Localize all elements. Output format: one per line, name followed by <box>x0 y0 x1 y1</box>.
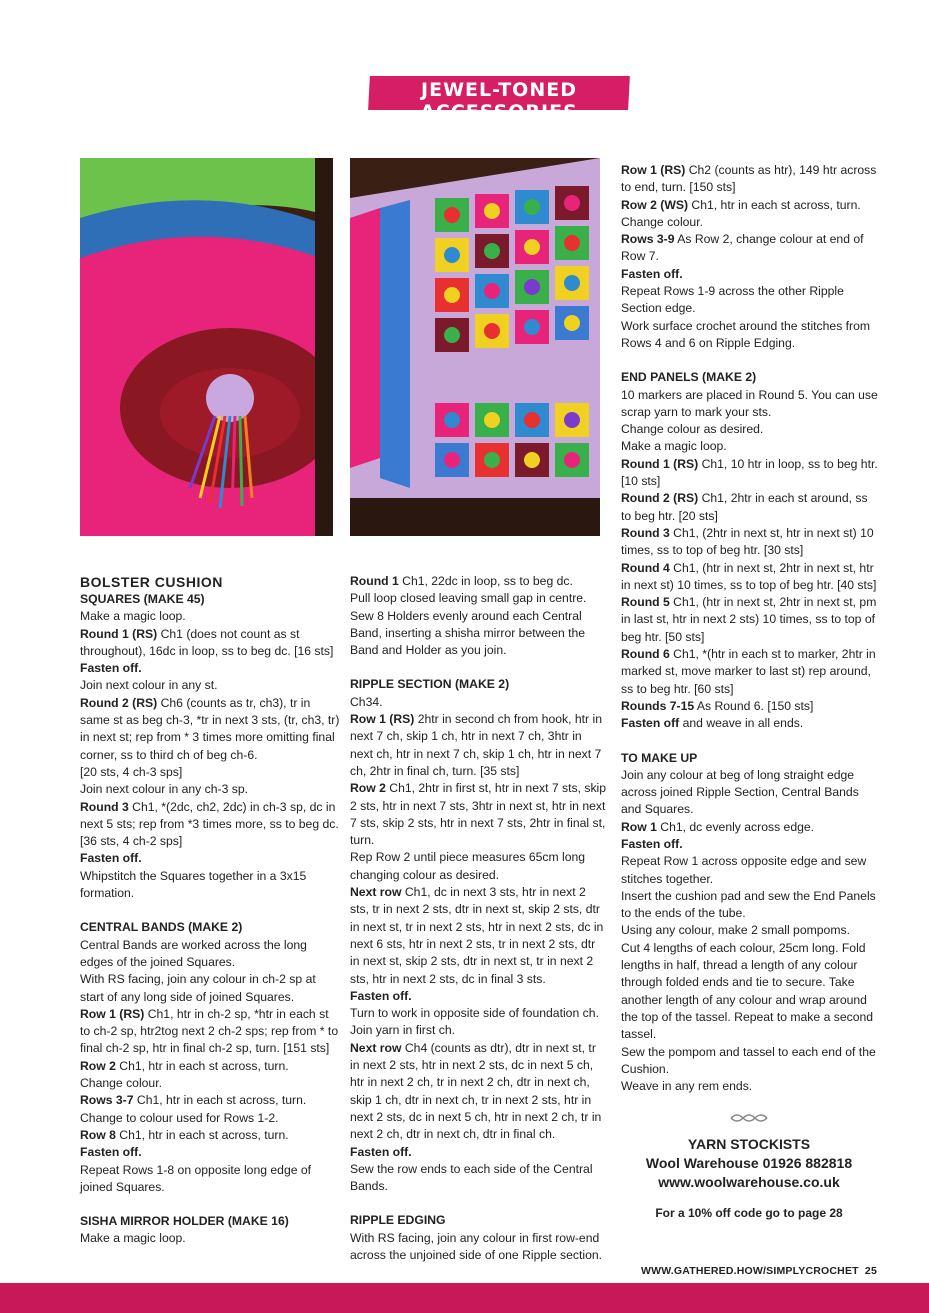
instruction-label: Round 1 (RS) <box>80 626 158 641</box>
section-heading: SQUARES (MAKE 45) <box>80 592 205 606</box>
instruction-label: Row 1 <box>621 819 657 834</box>
spacer <box>621 352 879 369</box>
instruction-line <box>621 646 879 698</box>
instruction-label: Row 8 <box>80 1127 116 1142</box>
instruction-text: Ch1, dc evenly across edge. <box>656 819 815 834</box>
instruction-text: Ch1, (htr in next st, 2htr in next st, htr in next st) 10 times, ss to top of beg htr. [40 sts] <box>621 560 877 592</box>
yarn-stockists <box>618 1112 880 1220</box>
instruction-line <box>621 490 879 525</box>
instruction-label: Round 4 <box>621 560 670 575</box>
section-heading: SISHA MIRROR HOLDER (MAKE 16) <box>80 1214 289 1229</box>
instruction-line: Join any colour at beg of long straight edge across joined Ripple Section, Central Bands and Squares. <box>621 767 859 817</box>
instruction-line: Central Bands are worked across the long edges of the joined Squares. <box>80 937 307 969</box>
instruction-text: Ch1, 2htr in first st, htr in next 7 sts, skip 2 sts, htr in next 7 sts, 3htr in next st, htr in next 7 sts, skip 2 sts, htr in next 7 sts, 2htr in final st, turn. <box>350 781 607 848</box>
instruction-text: Ch1, htr in ch-2 sp, *htr in each st to ch-2 sp, htr2tog next 2 ch-2 sps; rep from * to final ch-2 sp, htr in final ch-2 sp, turn. [151 sts] <box>80 1006 339 1056</box>
instruction-line: Change colour. <box>621 214 703 229</box>
cushion-end-photo <box>80 158 333 536</box>
section-heading: Fasten off. <box>350 1144 412 1159</box>
instruction-line: Using any colour, make 2 small pompoms. <box>621 923 850 938</box>
instruction-label: Round 1 (RS) <box>621 456 699 471</box>
instruction-line: With RS facing, join any colour in ch-2 sp at start of any long side of joined Squares. <box>80 972 316 1004</box>
instruction-line <box>350 1040 608 1144</box>
instruction-line <box>621 162 879 197</box>
instruction-label: Row 2 <box>80 1058 116 1073</box>
instruction-line: Pull loop closed leaving small gap in centre. <box>350 591 587 606</box>
instruction-line: Change colour. <box>80 1076 162 1091</box>
instruction-line: Sew the pompom and tassel to each end of the Cushion. <box>621 1044 876 1076</box>
instruction-line <box>350 711 608 780</box>
instruction-text: Ch1, 10 htr in loop, ss to beg htr. [10 sts] <box>621 456 878 489</box>
instruction-line <box>80 1127 340 1144</box>
column-right <box>621 162 879 1095</box>
stockists-heading: YARN STOCKISTS <box>687 1136 811 1152</box>
section-heading: TO MAKE UP <box>621 750 698 765</box>
instruction-line <box>80 626 340 661</box>
instruction-label: Round 3 <box>80 799 129 814</box>
instruction-text: Ch1, *(htr in each st to marker, 2htr in marked st, move marker to last st) rep around, ss to beg htr. [60 sts] <box>621 647 876 696</box>
instruction-line <box>350 884 608 988</box>
instruction-line: Ch34. <box>350 694 383 709</box>
instruction-text: Ch1 (does not count as st throughout), 16dc in loop, ss to beg dc. [16 sts] <box>80 626 334 658</box>
instruction-text: As Round 6. [150 sts] <box>694 698 814 713</box>
instruction-label: Row 1 (RS) <box>350 712 415 727</box>
instruction-line <box>621 560 879 595</box>
column-left <box>80 573 340 1248</box>
section-heading: Fasten off. <box>350 988 412 1003</box>
instruction-text: Ch1, htr in each st across, turn. <box>688 197 861 212</box>
instruction-label: Row 2 <box>350 781 386 796</box>
instruction-line: With RS facing, join any colour in first row-end across the unjoined side of one Ripple section. <box>350 1230 603 1262</box>
instruction-text: Ch1, *(2dc, ch2, 2dc) in ch-3 sp, dc in next 5 sts; rep from *3 times more, ss to beg dc. [36 sts, 4 ch-2 sps] <box>80 799 339 849</box>
spacer <box>350 659 608 676</box>
instruction-text: Ch4 (counts as dtr), dtr in next st, tr in next 2 sts, htr in next 2 sts, dc in next 5 ch, htr in next 2 ch, tr in next 2 ch, dtr in next ch, skip 1 ch, dtr in next ch, tr in next 2 sts, htr in next 2 sts, dc in next 5 ch, htr in next 2 ch, tr in next 2 ch, dtr in next ch, dtr in final ch. <box>350 1040 602 1142</box>
instruction-line: Change colour as desired. <box>621 422 764 437</box>
instruction-label: Row 1 (RS) <box>621 163 686 177</box>
instruction-line: Make a magic loop. <box>621 439 727 454</box>
instruction-label: Row 2 (WS) <box>621 197 689 212</box>
instruction-text: Ch1, (htr in next st, 2htr in next st, pm in last st, htr in next 2 sts) 10 times, ss to top of beg htr. [50 sts] <box>621 595 877 644</box>
instruction-line <box>80 1058 340 1075</box>
instruction-line <box>621 594 879 646</box>
instruction-label: Round 2 (RS) <box>621 491 699 506</box>
instruction-line: 10 markers are placed in Round 5. You can use scrap yarn to mark your sts. <box>621 387 878 419</box>
instruction-line <box>80 1092 340 1109</box>
spacer <box>621 733 879 750</box>
section-heading: CENTRAL BANDS (MAKE 2) <box>80 920 243 935</box>
footer-url <box>641 1265 877 1277</box>
instruction-text: 2htr in second ch from hook, htr in next 7 ch, skip 1 ch, htr in next 7 ch, 3htr in next ch, htr in next 7 ch, skip 1 ch, htr in next 7 ch, 2htr in final ch, turn. [35 sts] <box>350 712 602 778</box>
section-heading: RIPPLE SECTION (MAKE 2) <box>350 677 510 692</box>
instruction-text: Ch1, 2htr in each st around, ss to beg htr. [20 sts] <box>621 491 868 523</box>
instruction-label: Fasten off <box>621 716 680 731</box>
instruction-text: Ch1, 22dc in loop, ss to beg dc. <box>398 574 573 588</box>
instruction-line: Make a magic loop. <box>80 609 186 624</box>
instruction-line <box>621 525 879 560</box>
instruction-line: Repeat Row 1 across opposite edge and sew stitches together. <box>621 854 867 886</box>
instruction-line: Work surface crochet around the stitches from Rows 4 and 6 on Ripple Edging. <box>621 318 871 350</box>
instruction-label: Round 6 <box>621 647 670 662</box>
instruction-text: Ch1, htr in each st across, turn. <box>115 1127 289 1142</box>
instruction-line <box>350 780 608 849</box>
instruction-line: Sew the row ends to each side of the Central Bands. <box>350 1161 593 1194</box>
spacer <box>350 1195 608 1212</box>
page-number: 25 <box>864 1265 877 1277</box>
instruction-label: Round 1 <box>350 574 399 588</box>
instruction-line: Repeat Rows 1-8 on opposite long edge of joined Squares. <box>80 1162 312 1194</box>
instruction-label: Row 1 (RS) <box>80 1006 145 1021</box>
instruction-line: Weave in any rem ends. <box>621 1079 753 1094</box>
instruction-line <box>621 231 879 266</box>
instruction-text: As Row 2, change colour at end of Row 7. <box>621 232 864 264</box>
instruction-text: Ch1, htr in each st across, turn. <box>133 1093 307 1108</box>
instruction-line <box>621 819 879 836</box>
instruction-line <box>621 197 879 214</box>
footer-bar <box>0 1283 929 1313</box>
instruction-label: Next row <box>350 885 402 900</box>
instruction-text: and weave in all ends. <box>679 716 804 731</box>
instruction-line: Join next colour in any st. <box>80 678 218 693</box>
instruction-label: Rows 3-9 <box>621 232 675 247</box>
instruction-line: Cut 4 lengths of each colour, 25cm long. Fold lengths in half, thread a length of any colour through folded ends and tie to secure. Take another length of any colour and wrap around the top of the tassel. Repeat to make a second tassel. <box>621 940 874 1042</box>
instruction-line: Rep Row 2 until piece measures 65cm long changing colour as desired. <box>350 850 586 882</box>
discount-offer: For a 10% off code go to page 28 <box>655 1206 843 1220</box>
instruction-line <box>350 573 608 590</box>
instruction-line: Whipstitch the Squares together in a 3x15 formation. <box>80 868 307 901</box>
page-section-title: JEWEL-TONED ACCESSORIES <box>420 79 578 123</box>
instruction-line: [20 sts, 4 ch-3 sps] <box>80 764 183 779</box>
divider-ornament-icon <box>729 1112 769 1124</box>
instruction-line: Sew 8 Holders evenly around each Central Band, inserting a shisha mirror between the Band and Holder as you join. <box>350 608 586 658</box>
spacer <box>80 902 340 919</box>
instruction-line: Turn to work in opposite side of foundation ch. Join yarn in first ch. <box>350 1006 599 1038</box>
instruction-text: Ch1, htr in each st across, turn. <box>115 1058 289 1073</box>
instruction-label: Next row <box>350 1040 402 1055</box>
instruction-text: Ch6 (counts as tr, ch3), tr in same st as beg ch-3, *tr in next 3 sts, (tr, ch3, tr) in next st; rep from * 3 times more omitting final corner, ss to third ch of beg ch-6. <box>80 695 340 762</box>
instruction-line <box>80 695 340 764</box>
footer-website: WWW.GATHERED.HOW/SIMPLYCROCHET <box>641 1265 859 1277</box>
bolster-squares-photo <box>350 158 600 536</box>
section-heading: END PANELS (MAKE 2) <box>621 370 757 385</box>
section-heading: Fasten off. <box>80 1145 142 1160</box>
instruction-text: Ch1, dc in next 3 sts, htr in next 2 sts, tr in next 2 sts, dtr in next st, skip 2 sts, dtr in next st, tr in next 2 sts, htr in next 2 sts, dc in next 6 sts, htr in next 2 sts, tr in next 2 sts, dtr in next st, skip 2 sts, dtr in next st, tr in next 2 sts, htr in next 2 sts, dc in final 3 sts. <box>350 885 604 986</box>
instruction-line: Change to colour used for Rows 1-2. <box>80 1110 279 1125</box>
instruction-line <box>621 456 879 491</box>
instruction-line: Join next colour in any ch-3 sp. <box>80 782 249 797</box>
column-middle <box>350 573 608 1264</box>
instruction-label: Rounds 7-15 <box>621 698 695 713</box>
section-heading: Fasten off. <box>80 661 142 676</box>
instruction-line: Repeat Rows 1-9 across the other Ripple Section edge. <box>621 284 844 316</box>
instruction-line <box>80 799 340 851</box>
stockist-phone: Wool Warehouse 01926 882818 <box>645 1155 853 1171</box>
section-heading: Fasten off. <box>621 266 683 281</box>
spacer <box>80 1196 340 1213</box>
section-heading: Fasten off. <box>80 851 142 866</box>
stockist-website: www.woolwarehouse.co.uk <box>658 1174 840 1190</box>
instruction-line <box>621 698 879 715</box>
article-title: BOLSTER CUSHION <box>80 574 223 590</box>
section-heading: Fasten off. <box>621 836 683 851</box>
instruction-label: Round 5 <box>621 595 670 610</box>
instruction-label: Rows 3-7 <box>80 1093 134 1108</box>
instruction-text: Ch1, (2htr in next st, htr in next st) 10 times, ss to top of beg htr. [30 sts] <box>621 525 874 558</box>
instruction-line <box>80 1006 340 1058</box>
section-heading: RIPPLE EDGING <box>350 1213 446 1228</box>
instruction-label: Round 3 <box>621 525 670 540</box>
instruction-line: Make a magic loop. <box>80 1231 186 1246</box>
instruction-label: Round 2 (RS) <box>80 695 158 710</box>
instruction-line <box>621 715 879 732</box>
instruction-text: Ch2 (counts as htr), 149 htr across to end, turn. [150 sts] <box>621 163 877 195</box>
instruction-line: Insert the cushion pad and sew the End Panels to the ends of the tube. <box>621 888 876 921</box>
